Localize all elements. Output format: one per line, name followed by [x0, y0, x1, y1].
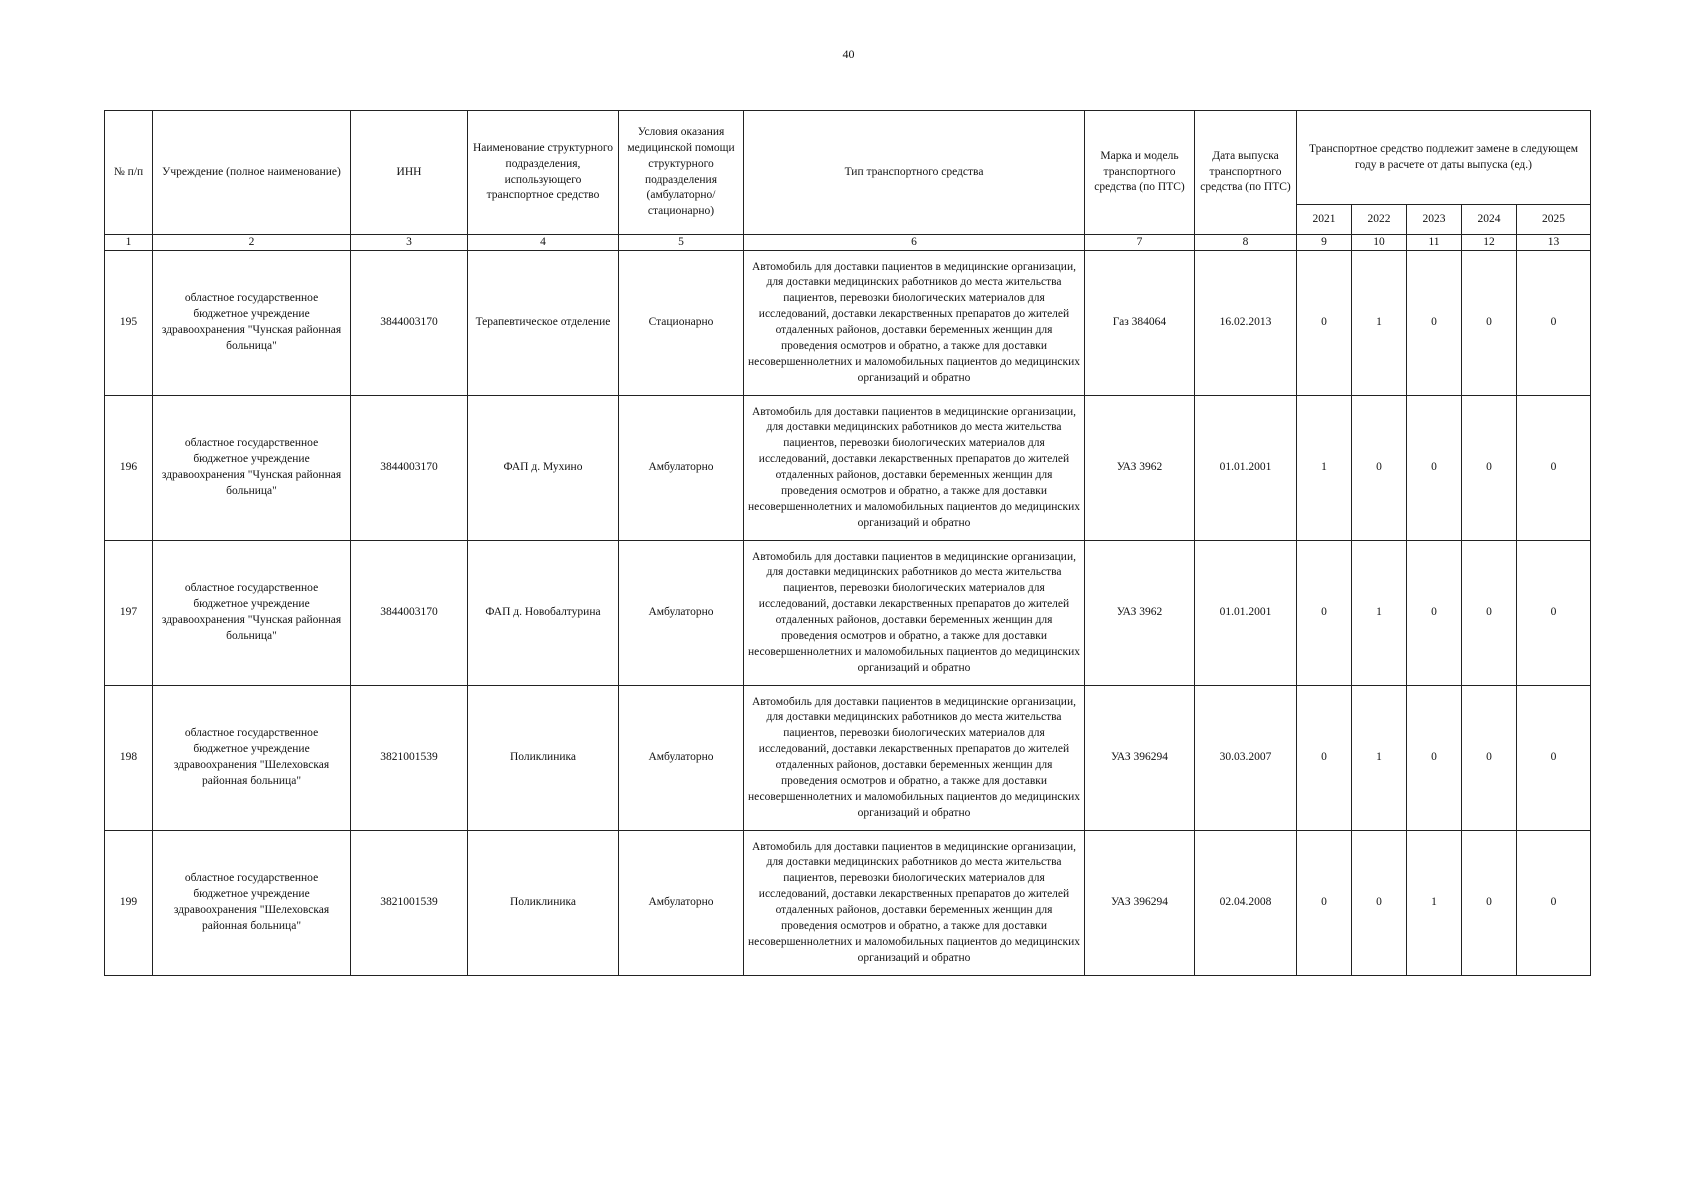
cell-year-2023: 0 [1407, 541, 1462, 686]
cell-year-2024: 0 [1462, 541, 1517, 686]
cell-release-date: 01.01.2001 [1195, 396, 1297, 541]
cell-release-date: 16.02.2013 [1195, 251, 1297, 396]
cell-year-2024: 0 [1462, 396, 1517, 541]
column-number: 11 [1407, 235, 1462, 251]
cell-vehicle-type: Автомобиль для доставки пациентов в медицинские организации, для доставки медицинских работников до места жительства пациентов, перевозки биологических материалов для исследований, доставки лекарственных препаратов до жителей отдаленных районов, доставки беременных женщин для проведения осмотров и обратно, а также для доставки несовершеннолетних и маломобильных пациентов до медицинских организаций и обратно [744, 831, 1085, 976]
cell-institution: областное государственное бюджетное учреждение здравоохранения "Шелеховская районная больница" [153, 831, 351, 976]
cell-year-2021: 0 [1297, 251, 1352, 396]
cell-conditions: Амбулаторно [619, 831, 744, 976]
column-number: 3 [351, 235, 468, 251]
cell-year-2025: 0 [1517, 686, 1591, 831]
cell-inn: 3844003170 [351, 396, 468, 541]
column-number: 8 [1195, 235, 1297, 251]
column-number: 12 [1462, 235, 1517, 251]
cell-vehicle-type: Автомобиль для доставки пациентов в медицинские организации, для доставки медицинских работников до места жительства пациентов, перевозки биологических материалов для исследований, доставки лекарственных препаратов до жителей отдаленных районов, доставки беременных женщин для проведения осмотров и обратно, а также для доставки несовершеннолетних и маломобильных пациентов до медицинских организаций и обратно [744, 686, 1085, 831]
cell-institution: областное государственное бюджетное учреждение здравоохранения "Чунская районная больница" [153, 251, 351, 396]
cell-year-2025: 0 [1517, 831, 1591, 976]
cell-year-2021: 0 [1297, 686, 1352, 831]
cell-year-2024: 0 [1462, 686, 1517, 831]
cell-year-2023: 1 [1407, 831, 1462, 976]
cell-num: 198 [105, 686, 153, 831]
cell-institution: областное государственное бюджетное учреждение здравоохранения "Чунская районная больница" [153, 396, 351, 541]
cell-year-2025: 0 [1517, 541, 1591, 686]
cell-brand: Газ 384064 [1085, 251, 1195, 396]
cell-brand: УАЗ 3962 [1085, 396, 1195, 541]
cell-year-2025: 0 [1517, 396, 1591, 541]
cell-num: 199 [105, 831, 153, 976]
header-year: 2025 [1517, 205, 1591, 235]
cell-subdivision: Поликлиника [468, 831, 619, 976]
column-number: 1 [105, 235, 153, 251]
cell-inn: 3821001539 [351, 831, 468, 976]
header-year: 2023 [1407, 205, 1462, 235]
cell-year-2025: 0 [1517, 251, 1591, 396]
cell-subdivision: ФАП д. Новобалтурина [468, 541, 619, 686]
cell-year-2022: 1 [1352, 686, 1407, 831]
page-number: 40 [842, 47, 855, 61]
cell-conditions: Амбулаторно [619, 541, 744, 686]
cell-institution: областное государственное бюджетное учреждение здравоохранения "Шелеховская районная больница" [153, 686, 351, 831]
cell-num: 196 [105, 396, 153, 541]
cell-year-2021: 0 [1297, 541, 1352, 686]
column-number: 2 [153, 235, 351, 251]
column-number: 5 [619, 235, 744, 251]
cell-release-date: 02.04.2008 [1195, 831, 1297, 976]
column-number: 9 [1297, 235, 1352, 251]
cell-brand: УАЗ 396294 [1085, 831, 1195, 976]
header-row [105, 111, 1591, 205]
cell-vehicle-type: Автомобиль для доставки пациентов в медицинские организации, для доставки медицинских работников до места жительства пациентов, перевозки биологических материалов для исследований, доставки лекарственных препаратов до жителей отдаленных районов, доставки беременных женщин для проведения осмотров и обратно, а также для доставки несовершеннолетних и маломобильных пациентов до медицинских организаций и обратно [744, 541, 1085, 686]
cell-brand: УАЗ 396294 [1085, 686, 1195, 831]
column-number: 6 [744, 235, 1085, 251]
cell-vehicle-type: Автомобиль для доставки пациентов в медицинские организации, для доставки медицинских работников до места жительства пациентов, перевозки биологических материалов для исследований, доставки лекарственных препаратов до жителей отдаленных районов, доставки беременных женщин для проведения осмотров и обратно, а также для доставки несовершеннолетних и маломобильных пациентов до медицинских организаций и обратно [744, 251, 1085, 396]
table-row [105, 396, 1591, 541]
cell-year-2021: 0 [1297, 831, 1352, 976]
cell-year-2022: 1 [1352, 251, 1407, 396]
header-institution: Учреждение (полное наименование) [153, 111, 351, 235]
cell-vehicle-type: Автомобиль для доставки пациентов в медицинские организации, для доставки медицинских работников до места жительства пациентов, перевозки биологических материалов для исследований, доставки лекарственных препаратов до жителей отдаленных районов, доставки беременных женщин для проведения осмотров и обратно, а также для доставки несовершеннолетних и маломобильных пациентов до медицинских организаций и обратно [744, 396, 1085, 541]
column-number-row [105, 235, 1591, 251]
table-row [105, 541, 1591, 686]
cell-subdivision: ФАП д. Мухино [468, 396, 619, 541]
header-year: 2021 [1297, 205, 1352, 235]
cell-year-2023: 0 [1407, 686, 1462, 831]
header-release-date: Дата выпуска транспортного средства (по ПТС) [1195, 111, 1297, 235]
cell-conditions: Амбулаторно [619, 396, 744, 541]
cell-brand: УАЗ 3962 [1085, 541, 1195, 686]
header-inn: ИНН [351, 111, 468, 235]
header-num: № п/п [105, 111, 153, 235]
table-row [105, 686, 1591, 831]
column-number: 4 [468, 235, 619, 251]
table-row [105, 831, 1591, 976]
cell-conditions: Амбулаторно [619, 686, 744, 831]
cell-subdivision: Поликлиника [468, 686, 619, 831]
cell-inn: 3844003170 [351, 541, 468, 686]
cell-year-2024: 0 [1462, 251, 1517, 396]
cell-year-2023: 0 [1407, 251, 1462, 396]
header-conditions: Условия оказания медицинской помощи структурного подразделения (амбулаторно/ стационарно) [619, 111, 744, 235]
cell-release-date: 30.03.2007 [1195, 686, 1297, 831]
cell-num: 197 [105, 541, 153, 686]
cell-year-2022: 1 [1352, 541, 1407, 686]
header-year: 2022 [1352, 205, 1407, 235]
cell-year-2023: 0 [1407, 396, 1462, 541]
cell-inn: 3821001539 [351, 686, 468, 831]
cell-year-2022: 0 [1352, 831, 1407, 976]
vehicle-registry-table [104, 110, 1591, 976]
table-row [105, 251, 1591, 396]
column-number: 10 [1352, 235, 1407, 251]
header-vehicle-type: Тип транспортного средства [744, 111, 1085, 235]
column-number: 13 [1517, 235, 1591, 251]
column-number: 7 [1085, 235, 1195, 251]
cell-institution: областное государственное бюджетное учреждение здравоохранения "Чунская районная больница" [153, 541, 351, 686]
cell-year-2024: 0 [1462, 831, 1517, 976]
header-replacement: Транспортное средство подлежит замене в следующем году в расчете от даты выпуска (ед.) [1297, 111, 1591, 205]
cell-year-2021: 1 [1297, 396, 1352, 541]
header-brand: Марка и модель транспортного средства (по ПТС) [1085, 111, 1195, 235]
cell-conditions: Стационарно [619, 251, 744, 396]
header-year: 2024 [1462, 205, 1517, 235]
cell-subdivision: Терапевтическое отделение [468, 251, 619, 396]
header-subdivision: Наименование структурного подразделения, использующего транспортное средство [468, 111, 619, 235]
cell-release-date: 01.01.2001 [1195, 541, 1297, 686]
cell-inn: 3844003170 [351, 251, 468, 396]
cell-num: 195 [105, 251, 153, 396]
cell-year-2022: 0 [1352, 396, 1407, 541]
